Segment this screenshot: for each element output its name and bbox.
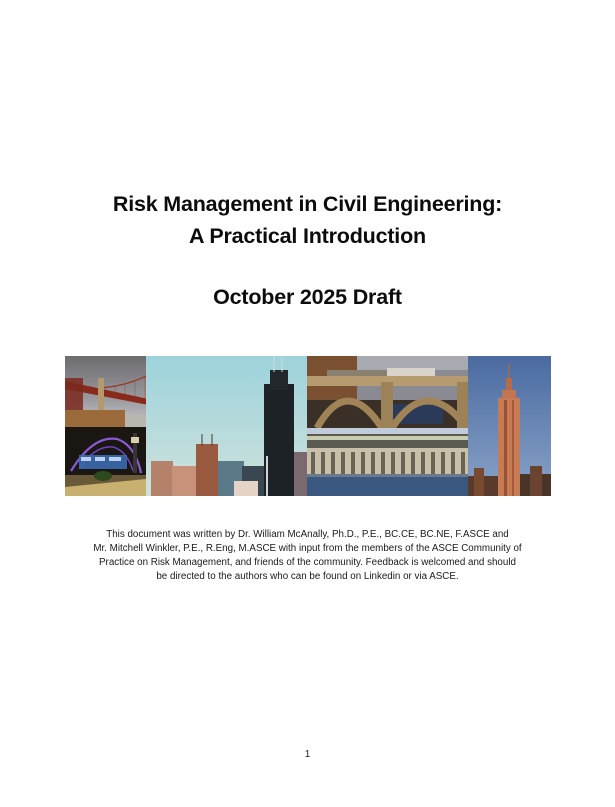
title-line-2: A Practical Introduction	[189, 224, 426, 248]
dam-spillway-photo	[307, 428, 468, 496]
title-line-1: Risk Management in Civil Engineering:	[112, 192, 503, 216]
authorship-line-3: Practice on Risk Management, and friends of the community. Feedback is welcomed and should	[99, 557, 516, 568]
chicago-skyline-photo	[146, 356, 307, 496]
authorship-line-1: This document was written by Dr. William McAnally, Ph.D., P.E., BC.CE, BC.NE, F.ASCE and	[106, 529, 509, 540]
authorship-statement	[60, 528, 555, 584]
authorship-line-4: be directed to the authors who can be found on Linkedin or via ASCE.	[156, 571, 459, 582]
page-number: 1	[304, 749, 311, 760]
cover-photo-collage	[65, 356, 551, 496]
lax-theme-building-photo	[65, 427, 146, 496]
authorship-line-2: Mr. Mitchell Winkler, P.E., R.Eng, M.ASCE with input from the members of the ASCE Community of	[93, 543, 522, 554]
arch-railroad-bridge-photo	[307, 356, 468, 428]
empire-state-building-photo	[468, 356, 551, 496]
draft-label: October 2025 Draft	[213, 285, 402, 309]
